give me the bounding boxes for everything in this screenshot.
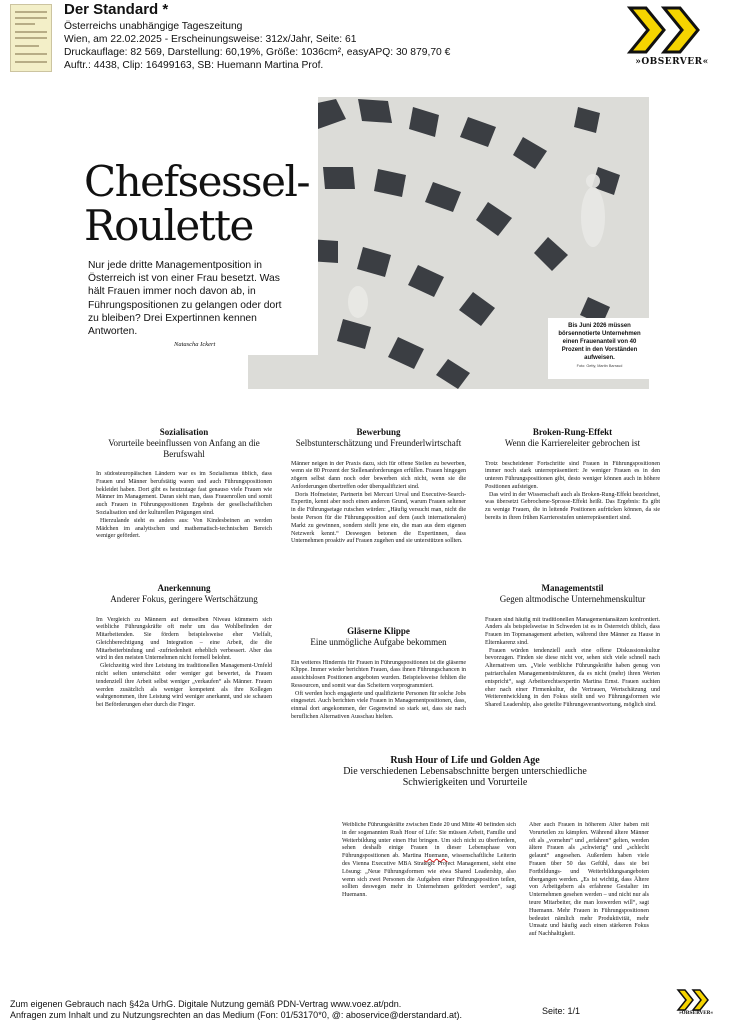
section-body xyxy=(291,660,466,760)
publication-date-line: Wien, am 22.02.2025 - Erscheinungsweise: 312x/Jahr, Seite: 61 xyxy=(64,34,357,45)
clipping-thumbnail xyxy=(10,4,52,72)
section-paragraph: Trotz bescheidener Fortschritte sind Frauen in Führungspositionen immer noch stark unterrepräsentiert: Je weniger Frauen es in den unteren Führungspositionen gibt, desto weniger können auch in höhere Positionen aufsteigen. xyxy=(485,460,660,490)
section-subtitle: Anderer Fokus, geringere Wertschätzung xyxy=(110,594,258,604)
section-paragraph: Doris Hofmeister, Partnerin bei Mercuri Urval und Executive-Search-Expertin, kennt aber noch einen anderen Grund, warum Frauen seltener in die Führungsetage rutschen würden: „Häufig versucht man, nicht die beste Person für die Führungsposition auf dem (auch internationalen) Markt zu gewinnen, sondern stellt jene ein, die man aus dem eigenen Netzwerk kennt.“ Deswegen betonen die Expertinnen, dass Unternehmen proaktiv auf Frauen zugehen und sie unterstützen sollten. xyxy=(291,491,466,545)
section-paragraph: Ein weiteres Hindernis für Frauen in Führungspositionen ist die gläserne Klippe. Immer wieder berichten Frauen, dass ihnen Führungschancen in aussichtslosen Positionen angeboten wurden. Beispielsweise fehlten die Ressourcen, und somit war das Scheitern vorprogrammiert. xyxy=(291,659,466,689)
section-title: Bewerbung xyxy=(356,427,401,437)
section-glaeserne-klippe xyxy=(291,626,466,760)
observer-logo-text: »OBSERVER« xyxy=(635,57,709,67)
section-body xyxy=(485,461,660,561)
rush-text-b: , wissenschaftliche Leiterin des Vienna Executive MBA Strategic Project Management, sieht eine Lösung: „Neue Führungsformen wie etwa Shared Leadership, also wenn sich zwei Personen die Aufgaben einer Führungsposition teilen, sollten deswegen mehr in Unternehmen gefördert werden“, sagt Huemann. xyxy=(342,853,516,899)
section-body xyxy=(291,461,466,586)
article-lead: Nur jede dritte Managementposition in Österreich ist von einer Frau besetzt. Was hält Frauen immer noch davon ab, in Führungspositionen zu gelangen oder dort zu bleiben? Drei Expertinnen kennen Antworten. xyxy=(88,260,282,338)
rush-section-header xyxy=(330,755,600,788)
section-paragraph: Das wird in der Wissenschaft auch als Broken-Rung-Effekt bezeichnet, was übersetzt Gebrochene-Sprosse-Effekt heißt. Das Ergebnis: Es gibt zu wenige Frauen, die in leitende Positionen aufrücken können, da sie bereits in ihren frühen Karrierestufen unterrepräsentiert sind. xyxy=(485,491,660,522)
headline-line-2: Roulette xyxy=(84,201,253,250)
photo-caption: Bis Juni 2026 müssen börsennotierte Unternehmen einen Frauenanteil von 40 Prozent in den Vorständen aufweisen. xyxy=(558,323,641,361)
section-paragraph: Hierzulande sieht es anders aus: Von Kindesbeinen an werden Mädchen im analytischen und mathematisch-technischen Bereich weniger gefördert. xyxy=(96,517,272,540)
rush-column-2 xyxy=(529,822,649,982)
section-title: Broken-Rung-Effekt xyxy=(532,427,613,437)
footer-line-2: Anfragen zum Inhalt und zu Nutzungsrechten an das Medium (Fon: 01/53170*0, @: aboservice@derstandard.at). xyxy=(10,1010,463,1020)
observer-small-logo-text: »OBSERVER« xyxy=(678,1011,714,1016)
section-subtitle: Selbstunterschätzung und Freunderlwirtschaft xyxy=(295,438,462,448)
section-title: Sozialisation xyxy=(159,427,209,437)
highlighted-name: Huemann xyxy=(424,853,448,860)
section-body xyxy=(96,471,272,581)
rush-text-a: Weibliche Führungskräfte zwischen Ende 20 und Mitte 40 befinden sich in der sogenannten Rush Hour of Life: Sie müssen Arbeit, Familie und Weiterbildung unter einen Hut bringen. Um sich nicht zu überfordern, sehen deshalb einige Frauen in dieser Lebensphase von Führungspositionen ab. Martina xyxy=(342,822,516,860)
page-number: Seite: 1/1 xyxy=(542,1006,581,1016)
headline-line-1: Chefsessel- xyxy=(84,157,310,206)
publication-title: Der Standard * xyxy=(64,1,169,18)
section-paragraph: Gleichzeitig wird ihre Leistung im traditionellen Management-Umfeld nicht selten unterschätzt oder weniger gut bewertet, da Frauen tendenziell ihre Arbeit selbst weniger „verkaufen“ als Männer. Frauen werden zusätzlich als weniger kompetent als ihre Kollegen wahrgenommen, ihre Leistung wird weniger anerkannt, und sie schauen bei Beförderungen eher durch die Finger. xyxy=(96,663,272,709)
footer-line-1: Zum eigenen Gebrauch nach §42a UrhG. Digitale Nutzung gemäß PDN-Vertrag www.voez.at/pdn. xyxy=(10,999,402,1009)
section-paragraph: Im Vergleich zu Männern auf demselben Niveau kümmern sich weibliche Führungskräfte oft mehr um das Wohlbefinden der Mitarbeitenden. Sie fördern beispielsweise eher Vielfalt, Gleichberechtigung und Integration – eine Arbeit, die die Mitarbeiterbindung und -zufriedenheit erheblich verbessert. Aber das wird in den meisten Unternehmen nicht formell belohnt. xyxy=(96,616,272,662)
rush-column-1 xyxy=(342,822,516,972)
section-body xyxy=(485,617,660,767)
rush-paragraph: Aber auch Frauen in höherem Alter haben mit Vorurteilen zu kämpfen. Während ältere Männer oft als „vornehm“ und „erfahren“ gelten, werden ältere Frauen als „schwierig“ und „schlecht gelaunt“ angesehen. Außerdem haben viele Frauen über 50 das Gefühl, dass sie bei Fortbildungs- und Weiterbildungsangeboten übergangen werden. „Es ist wichtig, dass Ältere von Arbeitgebern als erfahrene Gestalter im Unternehmen gesehen werden – und nicht nur als teure Mitarbeiter, die man loswerden will“, sagt Huemann. Mehr Frauen in Führungspositionen bedeutet nämlich mehr Produktivität, mehr Umsatz und häufig auch einen stärkeren Fokus auf Nachhaltigkeit. xyxy=(529,822,649,938)
section-paragraph: Oft werden hoch engagierte und qualifizierte Personen für solche Jobs eingesetzt. Auch berichten viele Frauen in Managementpositionen, dass, einmal dort angekommen, der Gegenwind so stark sei, dass sie nach beruflichen Alternativen Ausschau hielten. xyxy=(291,690,466,721)
section-subtitle: Eine unmögliche Aufgabe bekommen xyxy=(310,637,447,647)
order-line: Auftr.: 4438, Clip: 16499163, SB: Huemann Martina Prof. xyxy=(64,60,324,71)
section-title: Anerkennung xyxy=(157,583,211,593)
publication-subtitle: Österreichs unabhängige Tageszeitung xyxy=(64,21,243,32)
section-paragraph: Frauen würden tendenziell auch eine offene Diskussionskultur bevorzugen. Finden sie diese nicht vor, sehen sich viele schnell nach Alternativen um. „Viele weibliche Führungskräfte haben genug von patriarchalen Managementstrukturen, da es nicht (mehr) ihren Werten entspricht“, sagt Arbeitsrechtsexpertin Martina Ernst. Frauen suchten eher nach einer Firmenkultur, die Vertrauen, Wertschätzung und Weiterentwicklung in den Fokus stellt und wo Führungsformen wie Shared Leadership, also geteilte Führungsverantwortung, möglich sind. xyxy=(485,647,660,709)
footer-notice xyxy=(10,999,462,1021)
section-anerkennung xyxy=(96,583,272,767)
photo-caption-box xyxy=(548,318,651,379)
section-broken-rung xyxy=(485,427,660,561)
section-title: Managementstil xyxy=(541,583,604,593)
article-headline xyxy=(84,157,324,250)
section-subtitle: Vorurteile beeinflussen von Anfang an die Berufswahl xyxy=(108,438,260,459)
section-paragraph: In südosteuropäischen Ländern war es im Sozialismus üblich, dass Frauen und Männer berufstätig waren und auch Führungspositionen bekleidet haben. Dort gibt es heutzutage fast genauso viele Frauen wie Männer im Management. Daran sieht man, dass Frauenrollen und somit auch Frauen in Führungspositionen Ergebnis der gesellschaftlichen Sozialisation und der kulturellen Prägungen sind. xyxy=(96,471,272,516)
section-title: Gläserne Klippe xyxy=(347,626,410,636)
photo-credit: Foto: Getty, Martin Barraud xyxy=(576,364,623,368)
section-subtitle: Die verschiedenen Lebensabschnitte bergen unterschiedliche Schwierigkeiten und Vorurteile xyxy=(343,766,587,788)
section-bewerbung xyxy=(291,427,466,586)
section-body xyxy=(96,617,272,767)
section-paragraph: Männer neigen in der Praxis dazu, sich für offene Stellen zu bewerben, wenn sie 80 Prozent der Stellenanforderungen erfüllen. Frauen hingegen zögern selbst dann noch oder bewerben sich nicht, wenn sie die Anforderungen übertreffen oder überqualifiziert sind. xyxy=(291,460,466,490)
section-subtitle: Gegen altmodische Unternehmenskultur xyxy=(499,594,646,604)
section-title: Rush Hour of Life und Golden Age xyxy=(390,755,540,766)
section-paragraph: Frauen sind häufig mit traditionellen Managementansätzen konfrontiert. Anders als beispielsweise in Schweden ist es in Österreich üblich, dass Frauen im Topmanagement arbeiten, während ihre Männer zu Hause in Elternkarenz sind. xyxy=(485,616,660,646)
article-author: Natascha Ickert xyxy=(174,341,216,348)
section-managementstil xyxy=(485,583,660,767)
section-sozialisation xyxy=(96,427,272,581)
circulation-line: Druckauflage: 82 569, Darstellung: 60,19%, Größe: 1036cm², easyAPQ: 30 879,70 € xyxy=(64,47,451,58)
section-subtitle: Wenn die Karriereleiter gebrochen ist xyxy=(504,438,641,448)
